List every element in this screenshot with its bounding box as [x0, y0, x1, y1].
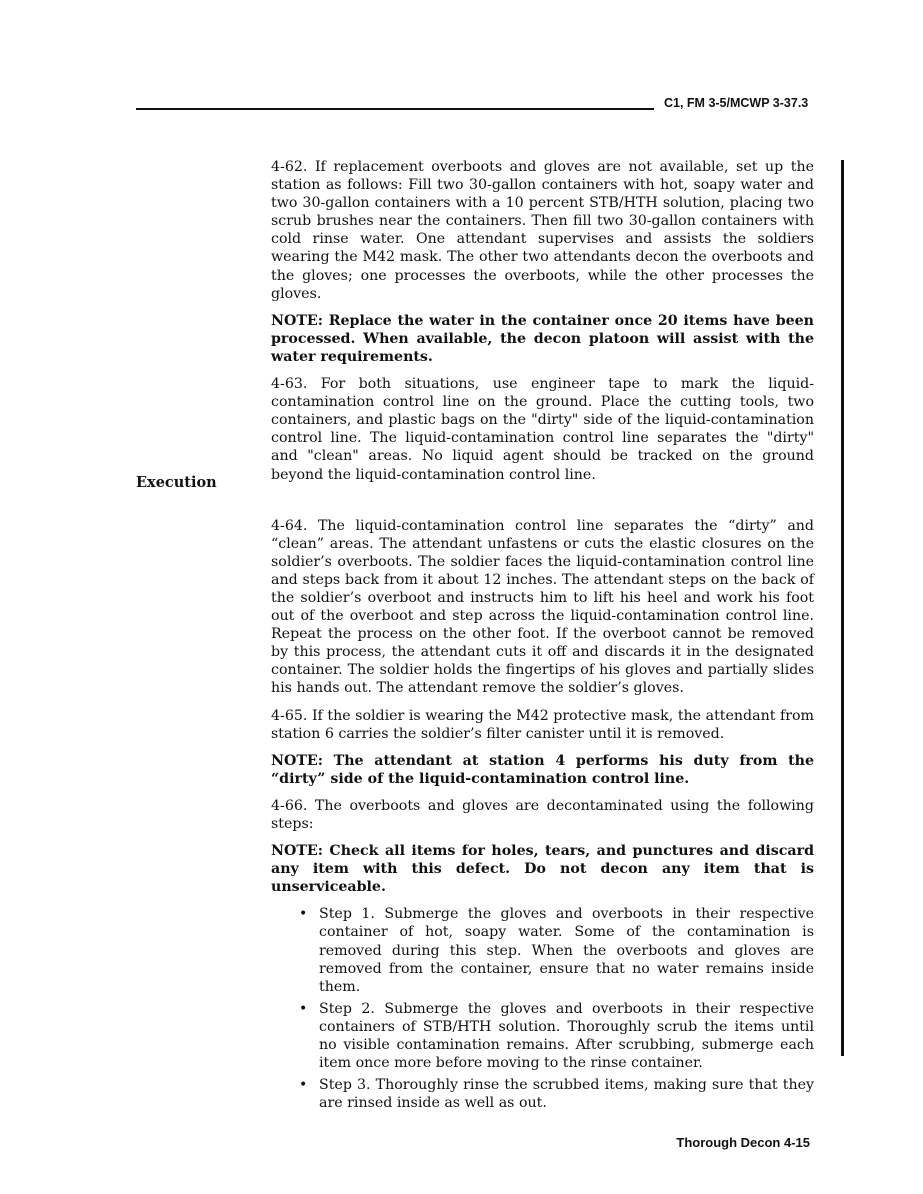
paragraph-4-65: 4-65. If the soldier is wearing the M42 protective mask, the attendant from station 6 carries the soldier’s filter canister until it is removed.	[271, 707, 814, 742]
list-item-step-3: • Step 3. Thoroughly rinse the scrubbed items, making sure that they are rinsed inside as well as out.	[319, 1076, 814, 1112]
note-station-4: NOTE: The attendant at station 4 performs his duty from the “dirty” side of the liquid-contamination control line.	[271, 752, 814, 787]
note-replace-water: NOTE: Replace the water in the container once 20 items have been processed. When available, the decon platoon will assist with the water requirements.	[271, 312, 814, 365]
note-check-items: NOTE: Check all items for holes, tears, and punctures and discard any item with this defect. Do not decon any item that is unserviceable.	[271, 843, 814, 896]
paragraph-4-62: 4-62. If replacement overboots and gloves are not available, set up the station as follows: Fill two 30-gallon containers with hot, soapy water and two 30-gallon containers with a 10 percent STB/HTH solution, placing two scrub brushes near the containers. Then fill two 30-gallon containers with cold rinse water. One attendant supervises and assists the soldiers wearing the M42 mask. The other two attendants decon the overboots and the gloves; one processes the overboots, while the other processes the gloves.	[271, 159, 814, 302]
list-item-step-1: • Step 1. Submerge the gloves and overboots in their respective container of hot, soapy water. Some of the contamination is removed during this step. When the overboots and gloves are removed from the container, ensure that no water remains inside them.	[319, 905, 814, 995]
steps-list	[271, 905, 814, 1112]
paragraph-4-66: 4-66. The overboots and gloves are decontaminated using the following steps:	[271, 797, 814, 832]
list-item-step-2: • Step 2. Submerge the gloves and overboots in their respective containers of STB/HTH solution. Thoroughly scrub the items until no visible contamination remains. After scrubbing, submerge each item once more before moving to the rinse container.	[319, 1000, 814, 1072]
paragraph-4-63: 4-63. For both situations, use engineer tape to mark the liquid-contamination control line on the ground. Place the cutting tools, two containers, and plastic bags on the "dirty" side of the liquid-contamination control line. The liquid-contamination control line separates the "dirty" and "clean" areas. No liquid agent should be tracked on the ground beyond the liquid-contamination control line.	[271, 376, 814, 483]
paragraph-4-64: 4-64. The liquid-contamination control line separates the “dirty” and “clean” areas. The attendant unfastens or cuts the elastic closures on the soldier’s overboots. The soldier faces the liquid-contamination control line and steps back from it about 12 inches. The attendant steps on the back of the soldier’s overboot and instructs him to lift his heel and work his foot out of the overboot and step across the liquid-contamination control line. Repeat the process on the other foot. If the overboot cannot be removed by this process, the attendant cuts it off and discards it in the designated container. The soldier holds the fingertips of his gloves and partially slides his hands out. The attendant remove the soldier’s gloves.	[271, 517, 814, 697]
section-heading-execution: Execution	[136, 474, 217, 491]
body-text	[271, 158, 814, 1116]
running-header: C1, FM 3-5/MCWP 3-37.3	[664, 96, 809, 110]
running-footer: Thorough Decon 4-15	[676, 1135, 810, 1150]
header-rule	[136, 108, 654, 110]
change-bar	[841, 160, 844, 1056]
